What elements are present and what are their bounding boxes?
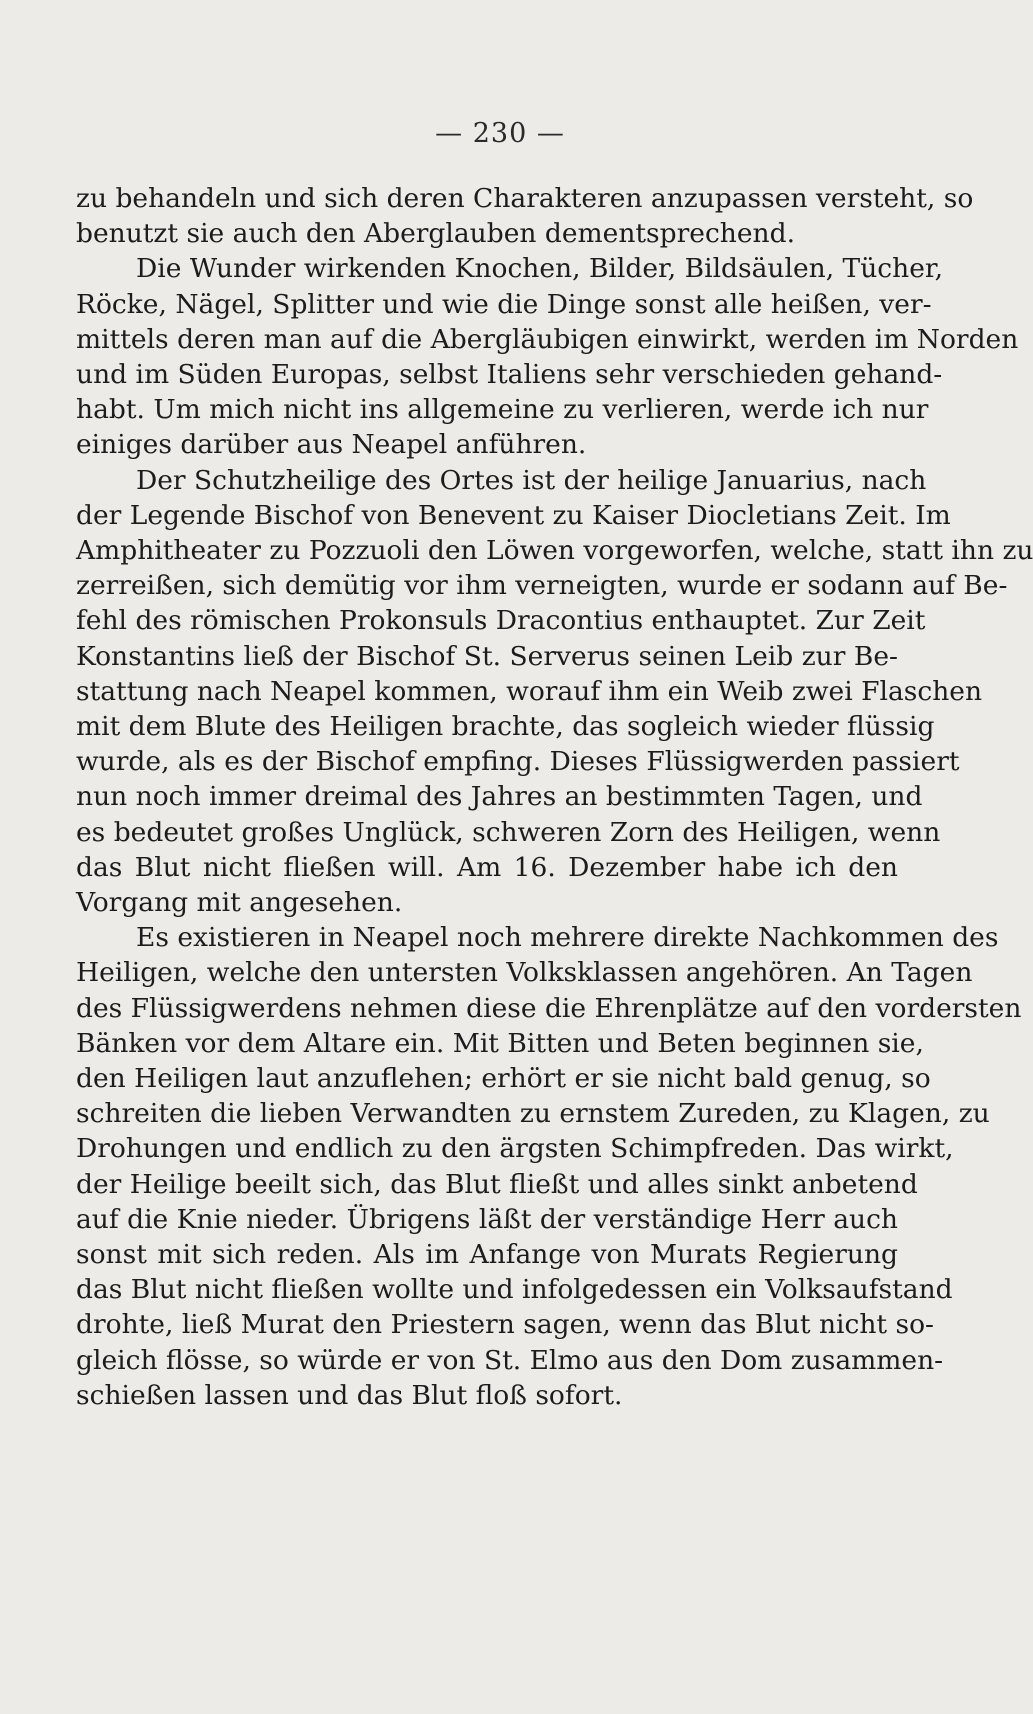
- text-line: Drohungen und endlich zu den ärgsten Schimpfreden. Das wirkt,: [76, 1133, 954, 1165]
- text-line: schreiten die lieben Verwandten zu ernstem Zureden, zu Klagen, zu: [76, 1098, 990, 1130]
- text-line: mit dem Blute des Heiligen brachte, das sogleich wieder flüssig: [76, 711, 935, 742]
- text-line: Bänken vor dem Altare ein. Mit Bitten und Beten beginnen sie,: [76, 1027, 924, 1059]
- text-line: schießen lassen und das Blut floß sofort.: [76, 1379, 623, 1411]
- text-line: Vorgang mit angesehen.: [76, 887, 403, 918]
- text-line: wurde, als es der Bischof empfing. Dieses Flüssigwerden passiert: [76, 746, 960, 778]
- text-line: und im Süden Europas, selbst Italiens sehr verschieden gehand-: [76, 359, 943, 390]
- text-line: benutzt sie auch den Aberglauben dementsprechend.: [76, 218, 796, 250]
- text-line: drohte, ließ Murat den Priestern sagen, wenn das Blut nicht so-: [76, 1309, 935, 1341]
- text-line: Der Schutzheilige des Ortes ist der heilige Januarius, nach: [136, 464, 927, 496]
- text-line: sonst mit sich reden. Als im Anfange von Murats Regierung: [76, 1239, 898, 1270]
- text-line: der Heilige beeilt sich, das Blut fließt und alles sinkt anbetend: [76, 1168, 918, 1200]
- text-line: Röcke, Nägel, Splitter und wie die Dinge sonst alle heißen, ver-: [76, 288, 932, 320]
- text-line: zu behandeln und sich deren Charakteren anzupassen versteht, so: [76, 183, 974, 214]
- text-line: Amphitheater zu Pozzuoli den Löwen vorgeworfen, welche, statt ihn zu: [76, 535, 1033, 566]
- text-line: Die Wunder wirkenden Knochen, Bilder, Bildsäulen, Tücher,: [136, 253, 944, 285]
- text-line: fehl des römischen Prokonsuls Dracontius enthauptet. Zur Zeit: [76, 605, 926, 637]
- text-line: den Heiligen laut anzuflehen; erhört er sie nicht bald genug, so: [76, 1063, 931, 1094]
- text-line: der Legende Bischof von Benevent zu Kaiser Diocletians Zeit. Im: [76, 499, 951, 531]
- text-line: zerreißen, sich demütig vor ihm verneigten, wurde er sodann auf Be-: [76, 570, 1008, 602]
- text-line: des Flüssigwerdens nehmen diese die Ehrenplätze auf den vordersten: [76, 992, 1022, 1024]
- page-number: — 230 —: [435, 118, 565, 149]
- text-line: nun noch immer dreimal des Jahres an bestimmten Tagen, und: [76, 781, 923, 813]
- text-line: einiges darüber aus Neapel anführen.: [76, 429, 587, 461]
- text-line: gleich flösse, so würde er von St. Elmo aus den Dom zusammen-: [76, 1344, 944, 1376]
- text-line: Es existieren in Neapel noch mehrere direkte Nachkommen des: [136, 922, 999, 954]
- text-line: auf die Knie nieder. Übrigens läßt der verständige Herr auch: [76, 1203, 898, 1235]
- text-line: habt. Um mich nicht ins allgemeine zu verlieren, werde ich nur: [76, 394, 929, 426]
- text-line: das Blut nicht fließen will. Am 16. Dezember habe ich den: [76, 851, 898, 883]
- text-line: Heiligen, welche den untersten Volksklassen angehören. An Tagen: [76, 957, 973, 989]
- text-line: mittels deren man auf die Abergläubigen einwirkt, werden im Norden: [76, 323, 1019, 355]
- text-line: das Blut nicht fließen wollte und infolgedessen ein Volksaufstand: [76, 1274, 953, 1306]
- text-line: Konstantins ließ der Bischof St. Serverus seinen Leib zur Be-: [76, 640, 898, 672]
- text-line: es bedeutet großes Unglück, schweren Zorn des Heiligen, wenn: [76, 816, 941, 848]
- text-line: stattung nach Neapel kommen, worauf ihm ein Weib zwei Flaschen: [76, 675, 983, 707]
